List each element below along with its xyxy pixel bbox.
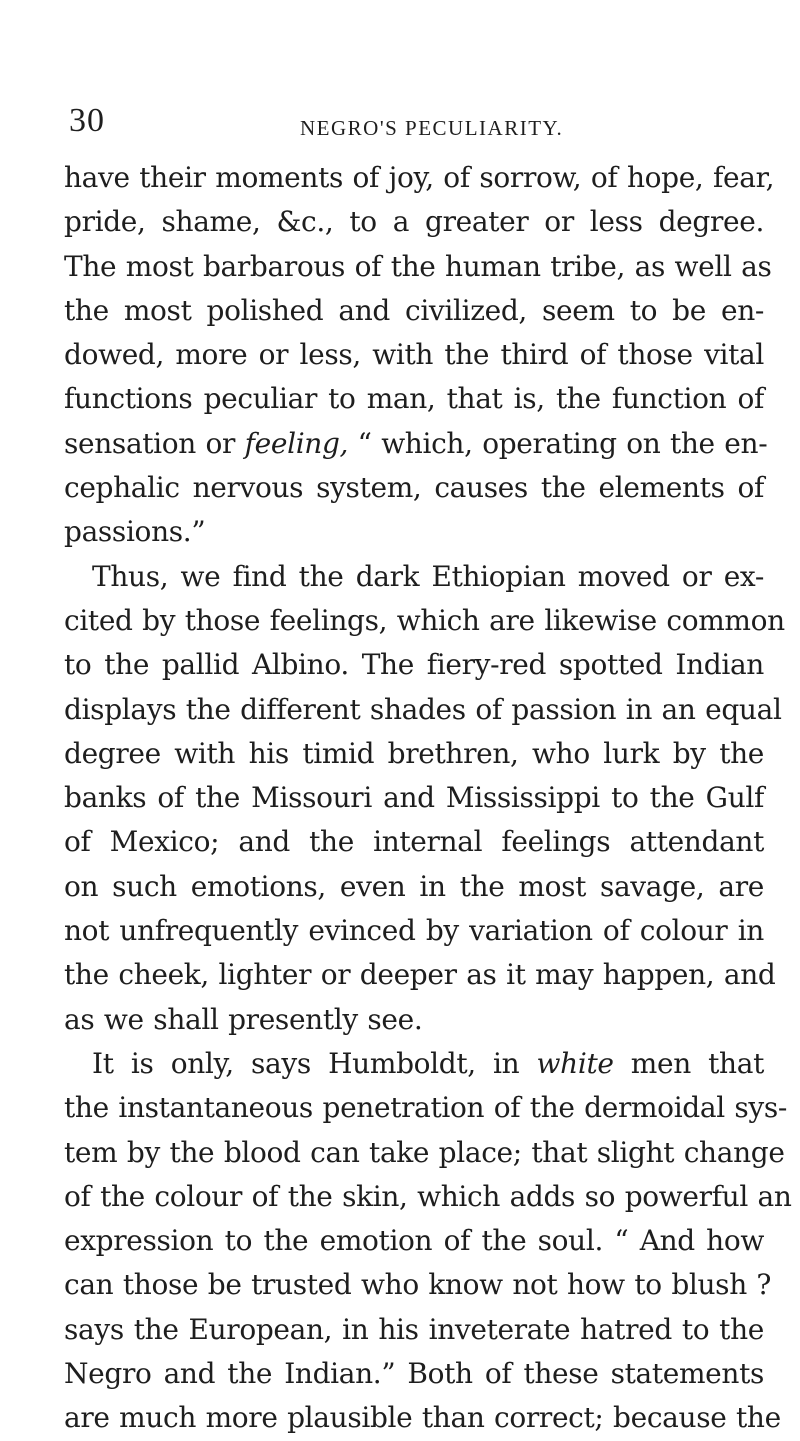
text-line-21-end: men that [613, 1046, 764, 1080]
text-line-26: can those be trusted who know not how to blush ? [64, 1268, 772, 1302]
text-line-18: not unfrequently evinced by variation of colour in [64, 914, 764, 948]
text-line-2: pride, shame, &c., to a greater or less degree. [64, 205, 764, 239]
text-line-8: cephalic nervous system, causes the elements of [64, 471, 764, 505]
text-line-29: are much more plausible than correct; because the [64, 1401, 781, 1435]
text-line-21-start: It is only, says Humboldt, in [92, 1046, 537, 1080]
text-line-22: the instantaneous penetration of the dermoidal sys- [64, 1091, 787, 1125]
text-line-16: of Mexico; and the internal feelings attendant [64, 825, 764, 859]
text-line-20: as we shall presently see. [64, 1002, 423, 1036]
text-line-14: degree with his timid brethren, who lurk by the [64, 736, 764, 770]
text-line-7-start: sensation or [64, 426, 245, 460]
text-line-12: to the pallid Albino. The fiery-red spotted Indian [64, 648, 764, 682]
running-head: NEGRO'S PECULIARITY. [300, 116, 564, 140]
italic-feeling: feeling, [244, 426, 349, 460]
page-number: 30 [69, 102, 105, 139]
text-line-21 [64, 1042, 764, 1086]
text-line-25: expression to the emotion of the soul. “ And how [64, 1224, 764, 1258]
italic-white: white [536, 1046, 614, 1080]
text-line-1: have their moments of joy, of sorrow, of hope, fear, [64, 161, 775, 194]
text-line-24: of the colour of the skin, which adds so powerful an [64, 1179, 792, 1213]
text-line-11: cited by those feelings, which are likewise common [64, 603, 785, 637]
text-line-4: the most polished and civilized, seem to be en- [64, 293, 764, 327]
text-line-7 [64, 422, 768, 466]
text-line-28: Negro and the Indian.” Both of these statements [64, 1357, 764, 1391]
text-line-27: says the European, in his inveterate hatred to the [64, 1312, 764, 1346]
text-line-13: displays the different shades of passion in an equal [64, 692, 782, 726]
text-line-17: on such emotions, even in the most savage, are [64, 869, 764, 903]
text-line-3: The most barbarous of the human tribe, as well as [64, 249, 772, 283]
text-line-10: Thus, we find the dark Ethiopian moved or ex- [92, 559, 764, 593]
text-line-23: tem by the blood can take place; that slight change [64, 1135, 785, 1169]
text-line-5: dowed, more or less, with the third of those vital [64, 338, 764, 372]
text-line-7-end: “ which, operating on the en- [348, 426, 768, 460]
text-line-15: banks of the Missouri and Mississippi to the Gulf [64, 781, 764, 815]
text-line-9: passions.” [64, 515, 206, 549]
text-line-19: the cheek, lighter or deeper as it may happen, and [64, 958, 776, 992]
body-text [64, 156, 792, 1441]
text-line-6: functions peculiar to man, that is, the function of [64, 382, 764, 416]
